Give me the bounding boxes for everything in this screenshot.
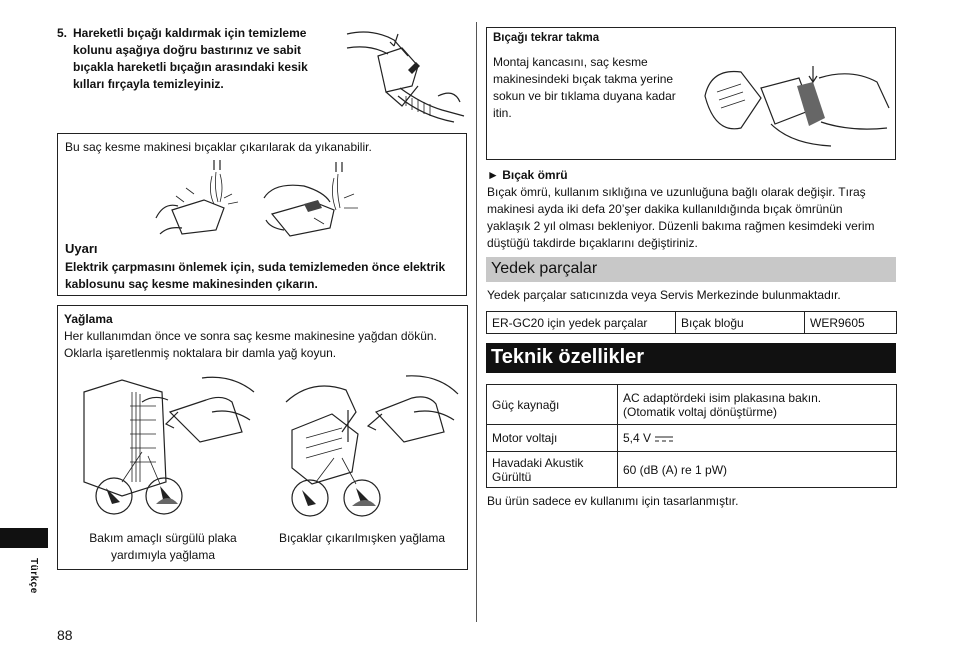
household-use-note: Bu ürün sadece ev kullanımı için tasarlanmıştır.: [487, 494, 739, 508]
blade-refit-illustration: [701, 48, 893, 158]
caption-slide-plate: Bakım amaçlı sürgülü plaka yardımıyla yağlama: [89, 531, 237, 562]
spare-code-cell: WER9605: [805, 312, 897, 334]
oiling-illustration-blades-removed: [282, 372, 462, 524]
spare-parts-heading: Yedek parçalar: [491, 260, 598, 277]
blade-refit-box: [486, 27, 896, 160]
specs-heading-bar: [486, 343, 896, 373]
warning-text: Elektrik çarpmasını önlemek için, suda temizlemeden önce elektrik kablosunu saç kesme makinesinden çıkarın.: [65, 260, 446, 291]
spare-model-cell: ER-GC20 için yedek parçalar: [487, 312, 676, 334]
spare-parts-heading-bar: [486, 257, 896, 282]
blade-life-title: ► Bıçak ömrü: [487, 168, 568, 182]
table-row: [487, 385, 897, 425]
oiling-title: Yağlama: [64, 312, 113, 326]
spec-label-cell: Motor voltajı: [487, 425, 618, 452]
specs-heading: Teknik özellikler: [491, 346, 645, 368]
table-row: [487, 425, 897, 452]
column-divider: [476, 22, 477, 622]
spec-value-cell: 5,4 V: [618, 425, 897, 452]
step-5-text: Hareketli bıçağı kaldırmak için temizleme kolunu aşağıya doğru bastırınız ve sabit bıçakla hareketli bıçağın arasındaki kesik kılları fırçayla temizleyiniz.: [73, 26, 308, 91]
washing-info-box: [57, 133, 467, 296]
spec-value-cell: 60 (dB (A) re 1 pW): [618, 452, 897, 488]
blade-life-text: Bıçak ömrü, kullanım sıklığına ve uzunluğuna bağlı olarak değişir. Tıraş makinesi ayda iki defa 20’şer dakika kullanıldığında bıçak ömrünün yaklaşık 2 yıl olması bekleniyor. Düzenli bakıma rağmen kesimdeki verim düştüğü takdirde bıçaklarını değiştiriniz.: [487, 185, 875, 250]
step-number: 5.: [57, 26, 68, 40]
spare-parts-table: [486, 311, 897, 334]
dc-symbol-icon: [654, 434, 674, 444]
table-row: [487, 452, 897, 488]
specs-table: [486, 384, 897, 488]
refit-text: Montaj kancasını, saç kesme makinesindeki bıçak takma yerine sokun ve bir tıklama duyana kadar itin.: [493, 55, 676, 120]
warning-title: Uyarı: [65, 241, 98, 256]
page-number: 88: [57, 627, 73, 643]
oiling-text: Her kullanımdan önce ve sonra saç kesme makinesine yağdan dökün. Oklarla işaretlenmiş noktalara bir damla yağ koyun.: [64, 329, 437, 360]
washing-text: Bu saç kesme makinesi bıçaklar çıkarılarak da yıkanabilir.: [65, 140, 372, 154]
spec-label-cell: Havadaki Akustik Gürültü: [487, 452, 618, 488]
refit-title: Bıçağı tekrar takma: [493, 32, 600, 44]
language-tab-marker: [0, 528, 48, 548]
spare-parts-text: Yedek parçalar satıcınızda veya Servis Merkezinde bulunmaktadır.: [487, 288, 841, 302]
spare-part-cell: Bıçak bloğu: [676, 312, 805, 334]
oiling-info-box: [57, 305, 468, 570]
caption-blades-removed: Bıçaklar çıkarılmışken yağlama: [278, 531, 446, 545]
language-label: Türkçe: [28, 558, 39, 594]
spec-label-cell: Güç kaynağı: [487, 385, 618, 425]
washing-illustration: [154, 158, 364, 242]
oiling-illustration-slide-plate: [82, 372, 258, 524]
table-row: [487, 312, 897, 334]
brush-cleaning-illustration: [342, 26, 468, 126]
spec-value-cell: AC adaptördeki isim plakasına bakın. (Otomatik voltaj dönüştürme): [618, 385, 897, 425]
